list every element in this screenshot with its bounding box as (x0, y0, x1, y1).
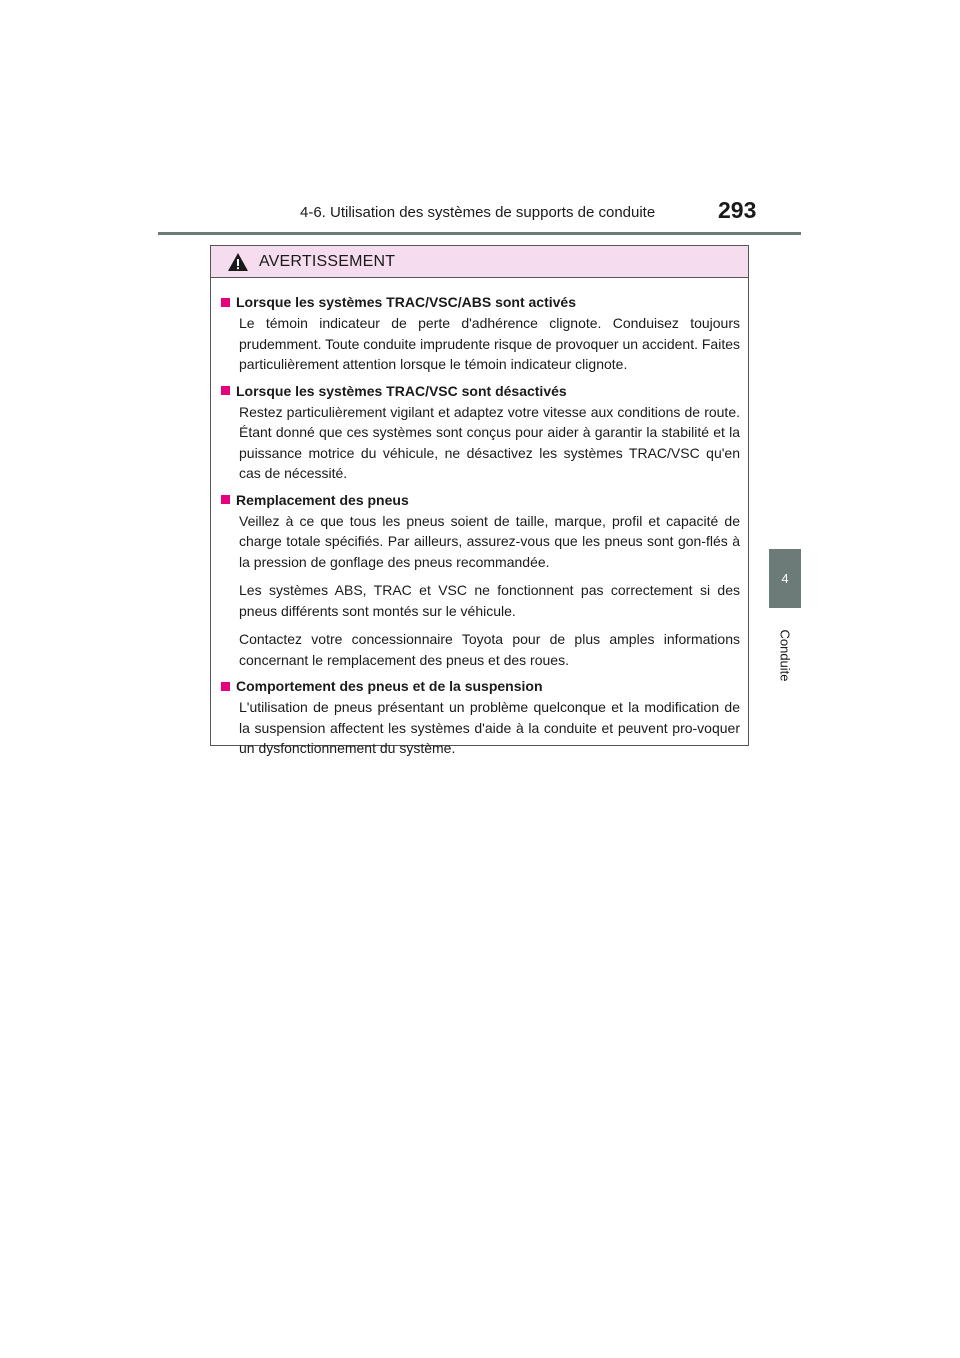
square-bullet-icon (221, 386, 230, 395)
warning-paragraph: Restez particulièrement vigilant et adaptez votre vitesse aux conditions de route. Étant donné que ces systèmes sont conçus pour aider à garantir la stabilité et la puissance motrice du véhicule, ne désactivez les systèmes TRAC/VSC qu'en cas de nécessité. (239, 403, 740, 481)
warning-item-title: Lorsque les systèmes TRAC/VSC/ABS sont activés (221, 294, 740, 310)
warning-heading: AVERTISSEMENT (259, 252, 396, 270)
square-bullet-icon (221, 495, 230, 504)
warning-item-title: Comportement des pneus et de la suspension (221, 678, 740, 694)
square-bullet-icon (221, 682, 230, 691)
warning-header (211, 246, 748, 278)
warning-item-title: Lorsque les systèmes TRAC/VSC sont désactivés (221, 383, 740, 399)
warning-item-title: Remplacement des pneus (221, 492, 740, 508)
square-bullet-icon (221, 298, 230, 307)
chapter-tab: 4 (769, 549, 801, 608)
header-rule (158, 232, 801, 235)
chapter-label: Conduite (777, 629, 793, 682)
warning-paragraph: Contactez votre concessionnaire Toyota pour de plus amples informations concernant le remplacement des pneus et des roues. (239, 631, 740, 668)
warning-body (211, 278, 748, 759)
page-number: 293 (718, 197, 757, 223)
warning-paragraph: L'utilisation de pneus présentant un problème quelconque et la modification de la suspension affectent les systèmes d'aide à la conduite et peuvent pro-voquer un dysfonctionnement du système. (239, 699, 740, 756)
warning-triangle-icon (227, 252, 249, 272)
section-title: 4-6. Utilisation des systèmes de supports de conduite (300, 204, 656, 221)
warning-paragraph: Veillez à ce que tous les pneus soient de taille, marque, profil et capacité de charge totale spécifiés. Par ailleurs, assurez-vous que les pneus sont gon-flés à la pression de gonflage des pneus recommandée. (239, 512, 740, 570)
warning-paragraph: Les systèmes ABS, TRAC et VSC ne fonctionnent pas correctement si des pneus différents sont montés sur le véhicule. (239, 582, 740, 619)
warning-box (210, 245, 749, 756)
warning-paragraph: Le témoin indicateur de perte d'adhérence clignote. Conduisez toujours prudemment. Toute conduite imprudente risque de provoquer un accident. Faites particulièrement attention lorsque le témoin indicateur clignote. (239, 315, 740, 372)
